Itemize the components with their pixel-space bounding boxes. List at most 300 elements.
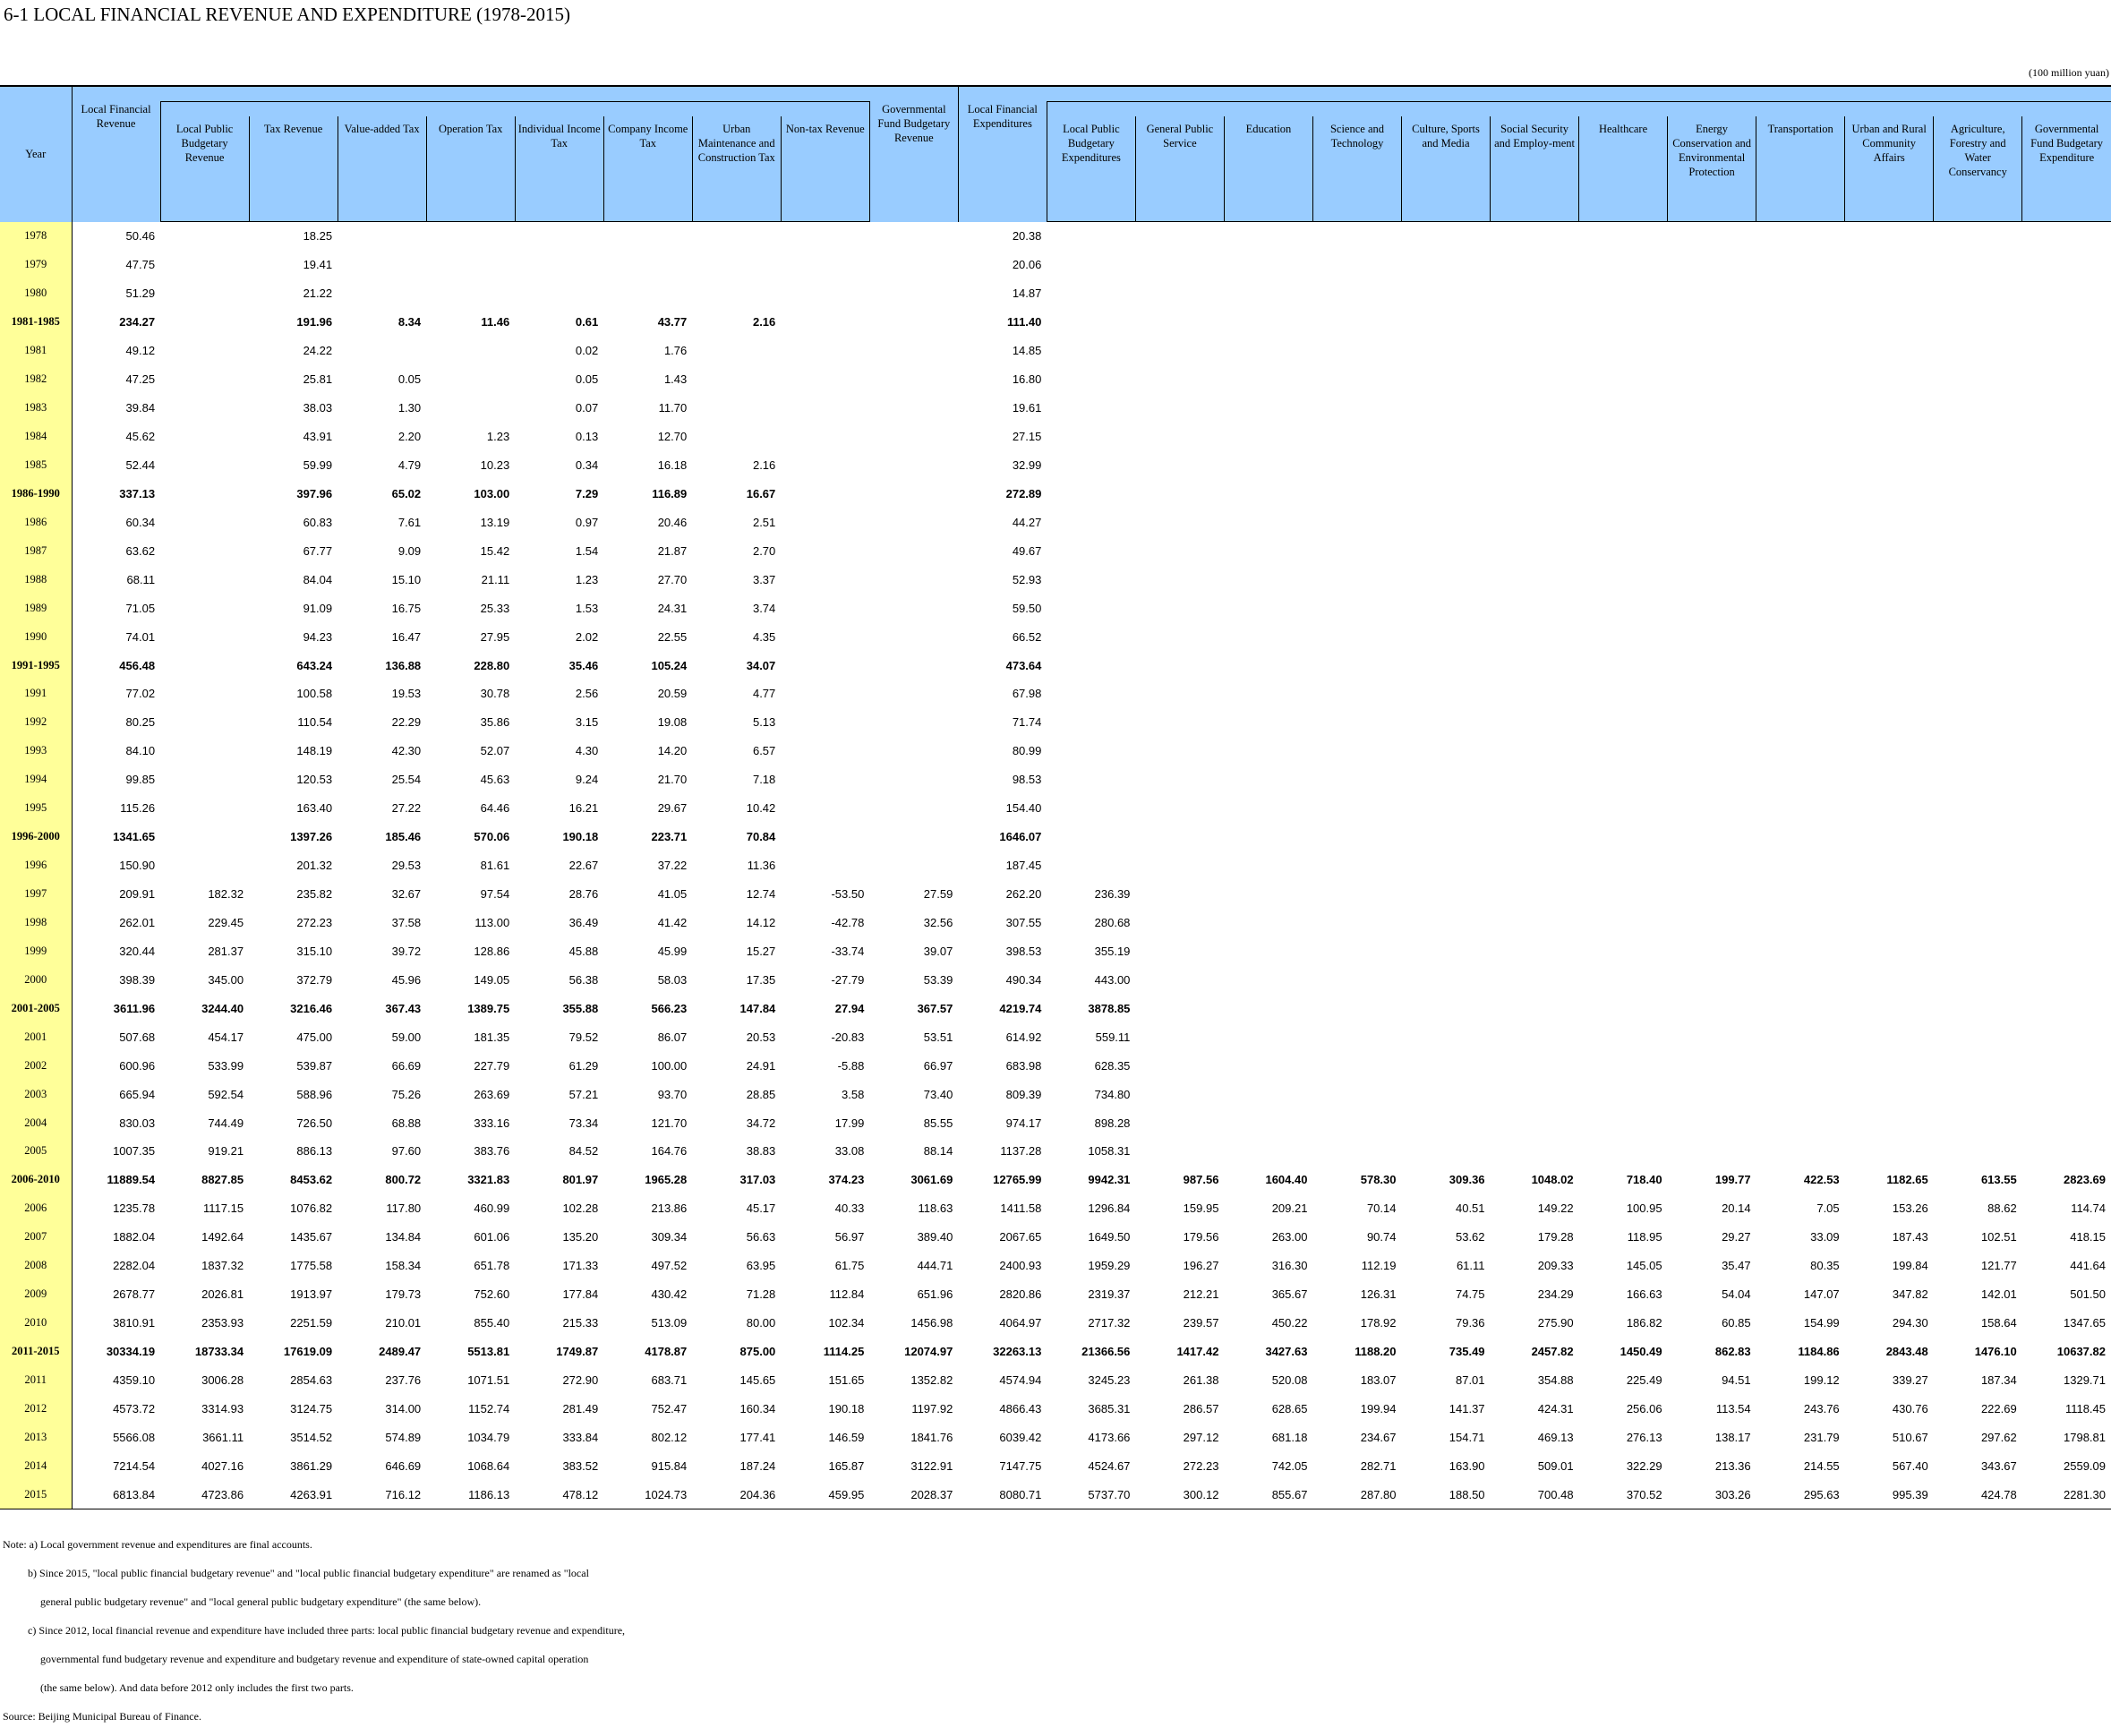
value-cell: [1402, 680, 1491, 708]
value-cell: 100.58: [296, 687, 333, 701]
value-cell: 56.97: [834, 1230, 865, 1244]
value-cell: 367.57: [917, 1001, 953, 1015]
table-row: [0, 680, 2111, 708]
value-cell: 80.25: [125, 715, 156, 730]
value-cell: 533.99: [208, 1058, 244, 1073]
year-cell: 2006-2010: [0, 1166, 72, 1194]
value-cell: 4173.66: [1088, 1430, 1131, 1444]
value-cell: 15.42: [480, 543, 510, 558]
value-cell: 146.59: [828, 1430, 865, 1444]
value-cell: [692, 251, 781, 279]
value-cell: 2820.86: [999, 1287, 1042, 1302]
value-cell: [869, 423, 958, 451]
value-cell: 430.76: [1892, 1401, 1928, 1415]
value-cell: 4723.86: [160, 1480, 249, 1509]
value-cell: [1845, 1137, 1934, 1166]
value-cell: 135.20: [562, 1230, 599, 1244]
value-cell: [1135, 536, 1224, 565]
table-row: [0, 851, 2111, 880]
value-cell: [1756, 508, 1845, 536]
value-cell: 307.55: [1005, 915, 1042, 929]
value-cell: 752.60: [474, 1287, 510, 1302]
value-cell: [1934, 423, 2022, 451]
year-cell: 1980: [0, 279, 72, 308]
value-cell: 372.79: [296, 972, 333, 987]
value-cell: 320.44: [119, 944, 156, 958]
value-cell: 683.71: [651, 1373, 688, 1387]
value-cell: [160, 794, 249, 823]
value-cell: 2353.93: [201, 1316, 244, 1330]
value-cell: 397.96: [296, 486, 333, 500]
value-cell: 0.97: [575, 515, 599, 529]
year-cell: 1985: [0, 451, 72, 480]
value-cell: [1668, 823, 1756, 851]
value-cell: [1312, 222, 1401, 251]
value-cell: 153.26: [1892, 1202, 1928, 1216]
value-cell: 2559.09: [2064, 1458, 2106, 1473]
value-cell: [1402, 508, 1491, 536]
value-cell: 79.36: [1455, 1316, 1485, 1330]
value-cell: [1047, 680, 1135, 708]
value-cell: 520.08: [1271, 1373, 1308, 1387]
year-cell: 2004: [0, 1108, 72, 1137]
value-cell: 4219.74: [999, 1001, 1042, 1015]
value-cell: 2026.81: [201, 1287, 244, 1302]
value-cell: [1579, 565, 1668, 594]
value-cell: [1402, 251, 1491, 279]
value-cell: [1934, 1137, 2022, 1166]
value-cell: [160, 622, 249, 651]
value-cell: [1756, 737, 1845, 765]
value-cell: [1224, 994, 1312, 1022]
value-cell: 3878.85: [1088, 1001, 1131, 1015]
value-cell: 2.51: [752, 515, 776, 529]
value-cell: 209.21: [1271, 1202, 1308, 1216]
year-cell: 2010: [0, 1309, 72, 1338]
value-cell: 2854.63: [290, 1373, 333, 1387]
value-cell: 1.43: [663, 372, 688, 387]
table-row: [0, 479, 2111, 508]
value-cell: [1491, 622, 1579, 651]
value-cell: 121.70: [651, 1116, 688, 1130]
table-row: [0, 308, 2111, 337]
value-cell: [1135, 565, 1224, 594]
value-cell: [1224, 1022, 1312, 1051]
table-row: [0, 1223, 2111, 1252]
value-cell: 2319.37: [1088, 1287, 1131, 1302]
value-cell: 1649.50: [1088, 1230, 1131, 1244]
value-cell: 1118.45: [2064, 1401, 2106, 1415]
value-cell: 47.75: [125, 258, 156, 272]
value-cell: 2489.47: [379, 1345, 422, 1359]
value-cell: 17619.09: [283, 1345, 333, 1359]
value-cell: [1312, 279, 1401, 308]
value-cell: 53.62: [1455, 1230, 1485, 1244]
value-cell: [1668, 423, 1756, 451]
value-cell: 309.36: [1449, 1173, 1485, 1187]
value-cell: [1934, 508, 2022, 536]
value-cell: [1491, 1137, 1579, 1166]
value-cell: [515, 222, 603, 251]
value-cell: 6813.84: [72, 1480, 160, 1509]
table-row: [0, 594, 2111, 622]
value-cell: 102.34: [828, 1316, 865, 1330]
value-cell: [1845, 965, 1934, 994]
value-cell: 995.39: [1845, 1480, 1934, 1509]
year-cell: 1986-1990: [0, 479, 72, 508]
value-cell: 33.08: [834, 1144, 865, 1159]
note-a: Note: a) Local government revenue and expenditures are final accounts.: [3, 1538, 312, 1551]
value-cell: 3124.75: [290, 1401, 333, 1415]
value-cell: 215.33: [562, 1316, 599, 1330]
data-table: [0, 85, 2111, 1509]
value-cell: [869, 222, 958, 251]
value-cell: [1668, 451, 1756, 480]
unit-label: (100 million yuan): [2029, 66, 2109, 79]
header-non-tax-revenue: Non-tax Revenue: [781, 116, 869, 222]
source-note: Source: Beijing Municipal Bureau of Finance.: [3, 1710, 201, 1723]
value-cell: 1841.76: [910, 1430, 953, 1444]
value-cell: [1845, 337, 1934, 365]
value-cell: [2022, 1137, 2111, 1166]
year-cell: 1997: [0, 880, 72, 909]
value-cell: [1135, 479, 1224, 508]
value-cell: 59.00: [391, 1030, 422, 1044]
value-cell: 24.31: [657, 601, 688, 615]
value-cell: [160, 365, 249, 394]
value-cell: [160, 508, 249, 536]
value-cell: 430.42: [651, 1287, 688, 1302]
value-cell: 651.78: [474, 1259, 510, 1273]
year-cell: 1993: [0, 737, 72, 765]
value-cell: 830.03: [119, 1116, 156, 1130]
value-cell: 111.40: [1007, 315, 1042, 329]
value-cell: [2022, 1080, 2111, 1108]
value-cell: [1491, 279, 1579, 308]
value-cell: 187.34: [1980, 1373, 2017, 1387]
value-cell: [781, 651, 869, 680]
value-cell: 370.52: [1579, 1480, 1668, 1509]
value-cell: 1646.07: [999, 830, 1042, 844]
value-cell: [1668, 708, 1756, 737]
value-cell: 601.06: [474, 1230, 510, 1244]
value-cell: [2022, 680, 2111, 708]
value-cell: [869, 251, 958, 279]
value-cell: 73.34: [568, 1116, 599, 1130]
header-tax-revenue: Tax Revenue: [249, 116, 338, 222]
value-cell: 71.28: [746, 1287, 776, 1302]
year-cell: 1991-1995: [0, 651, 72, 680]
value-cell: 3216.46: [290, 1001, 333, 1015]
value-cell: 160.34: [739, 1401, 776, 1415]
year-cell: 1989: [0, 594, 72, 622]
value-cell: 35.46: [568, 658, 599, 672]
value-cell: 1.30: [397, 401, 422, 415]
table-row: [0, 536, 2111, 565]
value-cell: [1668, 737, 1756, 765]
value-cell: [869, 594, 958, 622]
value-cell: 97.54: [480, 887, 510, 902]
value-cell: [1579, 279, 1668, 308]
value-cell: 37.58: [391, 915, 422, 929]
value-cell: -20.83: [831, 1030, 865, 1044]
value-cell: [1402, 1108, 1491, 1137]
value-cell: [1756, 1137, 1845, 1166]
value-cell: 102.51: [1980, 1230, 2017, 1244]
value-cell: [1402, 708, 1491, 737]
value-cell: 222.69: [1980, 1401, 2017, 1415]
value-cell: 12765.99: [993, 1173, 1042, 1187]
value-cell: 1058.31: [1088, 1144, 1131, 1159]
value-cell: [1047, 222, 1135, 251]
value-cell: [1845, 794, 1934, 823]
value-cell: 297.12: [1183, 1430, 1219, 1444]
value-cell: [1402, 222, 1491, 251]
value-cell: 355.19: [1094, 944, 1131, 958]
value-cell: 681.18: [1271, 1430, 1308, 1444]
value-cell: 45.63: [480, 773, 510, 787]
value-cell: [1047, 765, 1135, 794]
value-cell: [515, 251, 603, 279]
value-cell: 53.39: [923, 972, 953, 987]
value-cell: 4.35: [752, 629, 776, 644]
value-cell: 227.79: [474, 1058, 510, 1073]
value-cell: [1579, 965, 1668, 994]
value-cell: 272.23: [296, 915, 333, 929]
value-cell: [1579, 737, 1668, 765]
value-cell: 20.59: [657, 687, 688, 701]
value-cell: [160, 479, 249, 508]
value-cell: 20.46: [657, 515, 688, 529]
value-cell: 183.07: [1360, 1373, 1397, 1387]
value-cell: 79.52: [568, 1030, 599, 1044]
value-cell: 4178.87: [645, 1345, 688, 1359]
value-cell: 45.88: [568, 944, 599, 958]
value-cell: [1756, 308, 1845, 337]
value-cell: [1934, 936, 2022, 965]
value-cell: 272.90: [562, 1373, 599, 1387]
value-cell: [1135, 823, 1224, 851]
year-cell: 2008: [0, 1252, 72, 1280]
header-year: Year: [0, 86, 72, 222]
year-cell: 2012: [0, 1394, 72, 1423]
value-cell: 389.40: [917, 1230, 953, 1244]
value-cell: 93.70: [657, 1087, 688, 1101]
value-cell: [1047, 708, 1135, 737]
value-cell: [1224, 1108, 1312, 1137]
value-cell: [603, 222, 692, 251]
value-cell: 68.11: [126, 572, 156, 586]
year-cell: 1999: [0, 936, 72, 965]
value-cell: 18.25: [303, 229, 333, 244]
value-cell: 154.40: [1005, 801, 1042, 816]
value-cell: 39.84: [125, 401, 156, 415]
value-cell: 150.90: [119, 859, 156, 873]
value-cell: [160, 536, 249, 565]
value-cell: [1668, 794, 1756, 823]
value-cell: [869, 394, 958, 423]
value-cell: 52.44: [125, 458, 156, 472]
year-cell: 1998: [0, 909, 72, 937]
value-cell: 802.12: [651, 1430, 688, 1444]
value-cell: 295.63: [1756, 1480, 1845, 1509]
value-cell: 4574.94: [999, 1373, 1042, 1387]
value-cell: 154.99: [1803, 1316, 1840, 1330]
value-cell: 0.05: [397, 372, 422, 387]
value-cell: -27.79: [831, 972, 865, 987]
value-cell: [1491, 909, 1579, 937]
table-row: [0, 765, 2111, 794]
value-cell: [160, 765, 249, 794]
value-cell: [338, 251, 426, 279]
year-cell: 1996-2000: [0, 823, 72, 851]
year-cell: 2000: [0, 965, 72, 994]
value-cell: 1397.26: [290, 830, 333, 844]
value-cell: [781, 423, 869, 451]
value-cell: 120.53: [296, 773, 333, 787]
value-cell: [160, 651, 249, 680]
value-cell: 228.80: [474, 658, 510, 672]
value-cell: [1312, 308, 1401, 337]
value-cell: 190.18: [828, 1401, 865, 1415]
value-cell: [1668, 222, 1756, 251]
value-cell: [2022, 936, 2111, 965]
value-cell: 112.19: [1361, 1259, 1397, 1273]
value-cell: [1047, 423, 1135, 451]
value-cell: [1491, 536, 1579, 565]
value-cell: 718.40: [1626, 1173, 1662, 1187]
value-cell: [1047, 794, 1135, 823]
value-cell: 3245.23: [1088, 1373, 1131, 1387]
year-cell: 2015: [0, 1480, 72, 1509]
year-cell: 1994: [0, 765, 72, 794]
value-cell: [1845, 365, 1934, 394]
value-cell: [1756, 394, 1845, 423]
value-cell: 339.27: [1892, 1373, 1928, 1387]
value-cell: [160, 423, 249, 451]
value-cell: [2022, 1022, 2111, 1051]
value-cell: 61.29: [568, 1058, 599, 1073]
value-cell: [1579, 909, 1668, 937]
value-cell: 209.33: [1537, 1259, 1574, 1273]
value-cell: [781, 536, 869, 565]
value-cell: 177.84: [562, 1287, 599, 1302]
value-cell: 4064.97: [999, 1316, 1042, 1330]
value-cell: [1934, 994, 2022, 1022]
value-cell: 16.80: [1012, 372, 1042, 387]
value-cell: 716.12: [338, 1480, 426, 1509]
value-cell: 158.34: [385, 1259, 422, 1273]
value-cell: [2022, 1108, 2111, 1137]
value-cell: [1845, 622, 1934, 651]
value-cell: 45.96: [391, 972, 422, 987]
value-cell: 1184.86: [1798, 1345, 1840, 1359]
value-cell: [1135, 994, 1224, 1022]
value-cell: 1182.65: [1886, 1173, 1928, 1187]
year-cell: 2009: [0, 1280, 72, 1309]
value-cell: 45.99: [657, 944, 688, 958]
value-cell: [515, 279, 603, 308]
value-cell: [2022, 765, 2111, 794]
value-cell: [1579, 594, 1668, 622]
value-cell: [1668, 536, 1756, 565]
value-cell: [1579, 1022, 1668, 1051]
value-cell: [692, 337, 781, 365]
value-cell: [338, 337, 426, 365]
value-cell: [1845, 680, 1934, 708]
value-cell: 27.95: [480, 629, 510, 644]
value-cell: 424.31: [1537, 1401, 1574, 1415]
value-cell: [1135, 708, 1224, 737]
value-cell: [1402, 936, 1491, 965]
value-cell: 317.03: [739, 1173, 776, 1187]
value-cell: [1312, 622, 1401, 651]
value-cell: 234.67: [1360, 1430, 1397, 1444]
value-cell: 29.27: [1722, 1230, 1751, 1244]
value-cell: 1007.35: [113, 1144, 156, 1159]
year-cell: 2013: [0, 1423, 72, 1451]
value-cell: [781, 251, 869, 279]
value-cell: [160, 851, 249, 880]
value-cell: [1135, 765, 1224, 794]
value-cell: [1402, 737, 1491, 765]
value-cell: 32.67: [391, 887, 422, 902]
value-cell: 5513.81: [467, 1345, 510, 1359]
value-cell: [1934, 880, 2022, 909]
value-cell: 0.13: [575, 430, 599, 444]
value-cell: [1135, 394, 1224, 423]
value-cell: 262.20: [1005, 887, 1042, 902]
value-cell: 33.09: [1810, 1230, 1840, 1244]
value-cell: 126.31: [1360, 1287, 1397, 1302]
value-cell: [1402, 308, 1491, 337]
value-cell: [1756, 936, 1845, 965]
value-cell: 21366.56: [1081, 1345, 1131, 1359]
year-cell: 2011: [0, 1366, 72, 1395]
value-cell: 191.96: [296, 315, 333, 329]
value-cell: [781, 365, 869, 394]
value-cell: 98.53: [1012, 773, 1042, 787]
value-cell: [869, 765, 958, 794]
value-cell: [1668, 1022, 1756, 1051]
value-cell: 7214.54: [113, 1458, 156, 1473]
value-cell: 1476.10: [1974, 1345, 2017, 1359]
value-cell: [1402, 880, 1491, 909]
year-cell: 2006: [0, 1194, 72, 1223]
value-cell: [1934, 794, 2022, 823]
value-cell: 45.17: [746, 1202, 776, 1216]
value-cell: 128.86: [474, 944, 510, 958]
value-cell: 272.23: [1183, 1458, 1219, 1473]
value-cell: 19.61: [1012, 401, 1042, 415]
value-cell: 6.57: [752, 744, 776, 758]
value-cell: 12.74: [746, 887, 776, 902]
table-row: [0, 1108, 2111, 1137]
value-cell: 20.06: [1012, 258, 1042, 272]
year-cell: 1987: [0, 536, 72, 565]
table-row: [0, 1423, 2111, 1451]
value-cell: 71.05: [125, 601, 156, 615]
value-cell: 136.88: [385, 658, 422, 672]
value-cell: [1491, 823, 1579, 851]
value-cell: 2.16: [752, 315, 776, 329]
value-cell: [1756, 909, 1845, 937]
header-urban-maintenance-tax: Urban Maintenance and Construction Tax: [692, 116, 781, 222]
value-cell: [1224, 1051, 1312, 1080]
value-cell: 4.77: [752, 687, 776, 701]
value-cell: 149.22: [1537, 1202, 1574, 1216]
value-cell: 2067.65: [999, 1230, 1042, 1244]
